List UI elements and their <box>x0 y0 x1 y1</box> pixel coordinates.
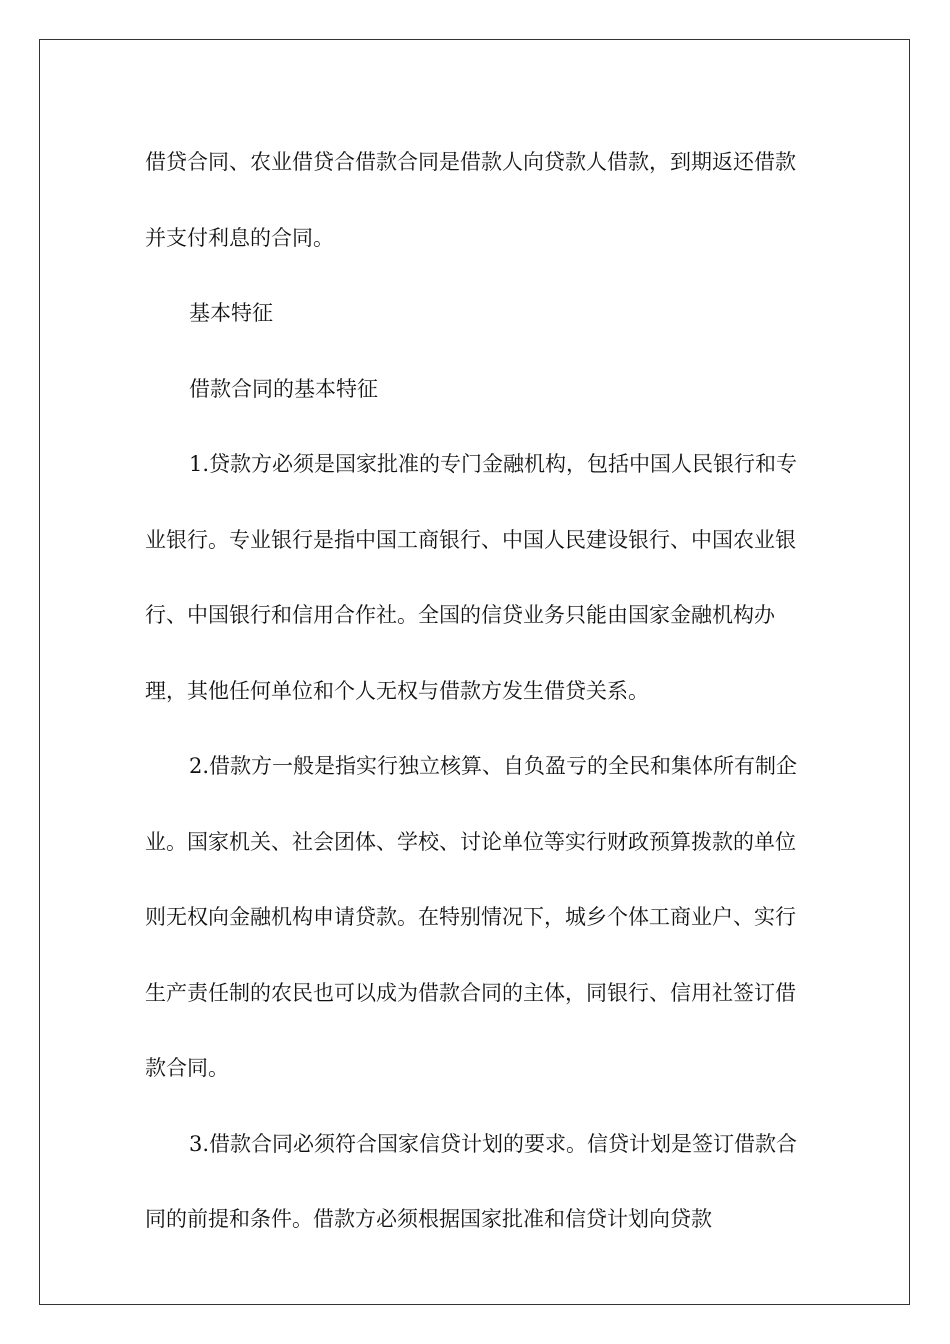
paragraph-item-3: 3.借款合同必须符合国家信贷计划的要求。信贷计划是签订借款合同的前提和条件。借款方必须根据国家批准和信贷计划向贷款 <box>145 1131 798 1231</box>
paragraph-item-1: 1.贷款方必须是国家批准的专门金融机构，包括中国人民银行和专业银行。专业银行是指中国工商银行、中国人民建设银行、中国农业银行、中国银行和信用合作社。全国的信贷业务只能由国家金融机构办理，其他任何单位和个人无权与借款方发生借贷关系。 <box>145 452 798 703</box>
paragraph-item-2: 2.借款方一般是指实行独立核算、自负盈亏的全民和集体所有制企业。国家机关、社会团体、学校、讨论单位等实行财政预算拨款的单位则无权向金融机构申请贷款。在特别情况下，城乡个体工商业户、实行生产责任制的农民也可以成为借款合同的主体，同银行、信用社签订借款合同。 <box>145 754 798 1080</box>
heading-basic-features: 基本特征 <box>189 301 273 325</box>
subheading-loan-contract-features: 借款合同的基本特征 <box>189 376 378 401</box>
document-body <box>145 125 805 1258</box>
paragraph-definition: 借贷合同、农业借贷合借款合同是借款人向贷款人借款，到期返还借款并支付利息的合同。 <box>145 150 796 250</box>
